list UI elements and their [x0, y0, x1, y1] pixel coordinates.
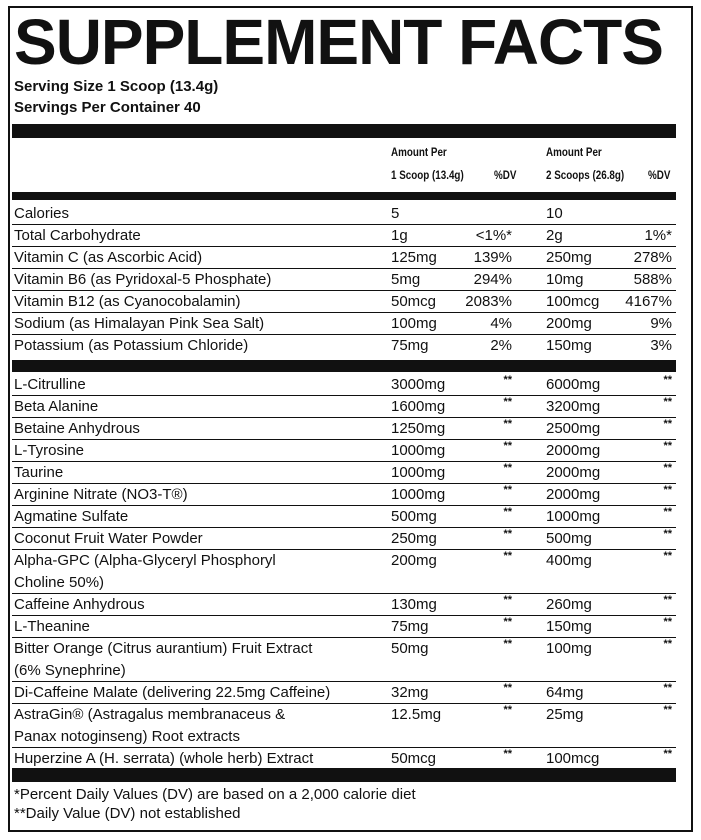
- dv-per-two-scoops: **: [663, 594, 672, 606]
- dv-per-two-scoops: **: [663, 528, 672, 540]
- dv-per-scoop: **: [503, 484, 512, 496]
- amount-per-two-scoops: 10mg: [546, 271, 584, 288]
- ingredient-name: Bitter Orange (Citrus aurantium) Fruit Extract: [14, 640, 313, 657]
- dv-per-two-scoops: 278%: [633, 249, 672, 266]
- dv-per-two-scoops: **: [663, 616, 672, 628]
- amount-per-scoop: 100mg: [391, 315, 437, 332]
- table-row: [12, 616, 676, 638]
- thick-divider-top: [12, 124, 676, 138]
- dv-per-two-scoops: **: [663, 418, 672, 430]
- dv-per-scoop: **: [503, 682, 512, 694]
- amount-per-scoop: 5: [391, 205, 400, 222]
- table-row: [12, 203, 676, 225]
- dv-per-scoop: **: [503, 506, 512, 518]
- panel-title: SUPPLEMENT FACTS: [14, 6, 663, 78]
- amount-per-scoop: 250mg: [391, 530, 437, 547]
- amount-per-two-scoops: 2500mg: [546, 420, 601, 437]
- amount-per-two-scoops: 2g: [546, 227, 563, 244]
- dv-per-two-scoops: **: [663, 462, 672, 474]
- ingredient-name: Potassium (as Potassium Chloride): [14, 337, 249, 354]
- ingredient-name: Agmatine Sulfate: [14, 508, 129, 525]
- amount-per-two-scoops: 500mg: [546, 530, 592, 547]
- dv-per-two-scoops: **: [663, 704, 672, 716]
- amount-per-scoop: 130mg: [391, 596, 437, 613]
- dv-per-scoop: 139%: [473, 249, 512, 266]
- ingredient-name: Caffeine Anhydrous: [14, 596, 145, 613]
- dv-per-scoop: 4%: [490, 315, 512, 332]
- ingredient-name-continued: Choline 50%): [14, 574, 105, 591]
- amount-per-two-scoops: 2000mg: [546, 486, 601, 503]
- amount-per-scoop: 1250mg: [391, 420, 446, 437]
- table-row: [12, 440, 676, 462]
- amount-per-two-scoops: 260mg: [546, 596, 592, 613]
- thick-divider-header: [12, 192, 676, 200]
- dv-per-two-scoops: **: [663, 506, 672, 518]
- table-row: [12, 396, 676, 418]
- amount-per-scoop: 5mg: [391, 271, 421, 288]
- amount-per-scoop: 3000mg: [391, 376, 446, 393]
- amount-per-two-scoops: 150mg: [546, 618, 592, 635]
- table-row: [12, 484, 676, 506]
- table-row: [12, 528, 676, 550]
- amount-per-scoop: 12.5mg: [391, 706, 442, 723]
- dv-per-two-scoops: **: [663, 682, 672, 694]
- ingredient-name: Coconut Fruit Water Powder: [14, 530, 203, 547]
- serving-size: Serving Size 1 Scoop (13.4g): [14, 78, 219, 95]
- amount-per-scoop: 1g: [391, 227, 408, 244]
- table-row: [12, 506, 676, 528]
- amount-per-two-scoops: 200mg: [546, 315, 592, 332]
- dv-per-scoop: **: [503, 396, 512, 408]
- amount-per-two-scoops: 25mg: [546, 706, 584, 723]
- ingredient-name-continued: Panax notoginseng) Root extracts: [14, 728, 240, 745]
- table-row: [12, 313, 676, 335]
- table-row: [12, 550, 676, 594]
- amount-per-two-scoops: 250mg: [546, 249, 592, 266]
- col1-dv-header: %DV: [494, 168, 517, 182]
- ingredient-name: L-Tyrosine: [14, 442, 85, 459]
- ingredient-name: Huperzine A (H. serrata) (whole herb) Extract: [14, 750, 314, 767]
- ingredient-name-continued: (6% Synephrine): [14, 662, 126, 679]
- amount-per-two-scoops: 100mg: [546, 640, 592, 657]
- ingredient-name: Arginine Nitrate (NO3-T®): [14, 486, 188, 503]
- col1-amount-header: Amount Per 1 Scoop (13.4g): [391, 145, 464, 182]
- amount-per-two-scoops: 100mcg: [546, 293, 600, 310]
- dv-per-scoop: **: [503, 550, 512, 562]
- table-row: [12, 638, 676, 682]
- amount-per-two-scoops: 150mg: [546, 337, 592, 354]
- amount-per-scoop: 500mg: [391, 508, 437, 525]
- amount-per-scoop: 200mg: [391, 552, 437, 569]
- amount-per-scoop: 75mg: [391, 337, 429, 354]
- table-row: [12, 748, 676, 770]
- thick-divider-middle: [12, 360, 676, 372]
- dv-per-scoop: **: [503, 638, 512, 650]
- amount-per-scoop: 50mcg: [391, 293, 437, 310]
- amount-per-two-scoops: 2000mg: [546, 464, 601, 481]
- amount-per-scoop: 1000mg: [391, 464, 446, 481]
- amount-per-scoop: 1600mg: [391, 398, 446, 415]
- amount-per-scoop: 32mg: [391, 684, 429, 701]
- ingredient-name: Vitamin B6 (as Pyridoxal-5 Phosphate): [14, 271, 272, 288]
- dv-per-two-scoops: 9%: [650, 315, 672, 332]
- dv-per-two-scoops: **: [663, 440, 672, 452]
- ingredient-name: Taurine: [14, 464, 64, 481]
- amount-per-two-scoops: 400mg: [546, 552, 592, 569]
- amount-per-scoop: 50mcg: [391, 750, 437, 767]
- dv-per-two-scoops: **: [663, 550, 672, 562]
- amount-per-scoop: 50mg: [391, 640, 429, 657]
- amount-per-scoop: 1000mg: [391, 486, 446, 503]
- dv-per-scoop: **: [503, 462, 512, 474]
- dv-per-two-scoops: **: [663, 396, 672, 408]
- dv-per-scoop: **: [503, 616, 512, 628]
- ingredient-name: AstraGin® (Astragalus membranaceus &: [14, 706, 286, 723]
- dv-per-scoop: 2%: [490, 337, 512, 354]
- dv-per-scoop: **: [503, 374, 512, 386]
- amount-per-scoop: 75mg: [391, 618, 429, 635]
- table-row: [12, 374, 676, 396]
- table-row: [12, 335, 676, 357]
- ingredient-name: Total Carbohydrate: [14, 227, 141, 244]
- ingredient-name: Beta Alanine: [14, 398, 99, 415]
- ingredient-name: L-Theanine: [14, 618, 90, 635]
- dv-per-two-scoops: **: [663, 638, 672, 650]
- dv-per-scoop: 2083%: [465, 293, 512, 310]
- table-row: [12, 225, 676, 247]
- dv-per-scoop: **: [503, 418, 512, 430]
- dv-per-two-scoops: **: [663, 484, 672, 496]
- amount-per-two-scoops: 1000mg: [546, 508, 601, 525]
- dv-per-scoop: **: [503, 594, 512, 606]
- dv-per-scoop: <1%*: [475, 227, 512, 244]
- ingredient-name: Sodium (as Himalayan Pink Sea Salt): [14, 315, 265, 332]
- table-row: [12, 594, 676, 616]
- dv-per-scoop: **: [503, 440, 512, 452]
- table-row: [12, 704, 676, 748]
- dv-per-scoop: **: [503, 748, 512, 760]
- ingredient-name: Calories: [14, 205, 70, 222]
- table-row: [12, 462, 676, 484]
- col2-amount-header: Amount Per 2 Scoops (26.8g): [546, 145, 625, 182]
- amount-per-two-scoops: 6000mg: [546, 376, 601, 393]
- amount-per-two-scoops: 10: [546, 205, 563, 222]
- amount-per-two-scoops: 3200mg: [546, 398, 601, 415]
- table-row: [12, 269, 676, 291]
- table-row: [12, 247, 676, 269]
- dv-per-scoop: 294%: [473, 271, 512, 288]
- table-row: [12, 291, 676, 313]
- dv-per-two-scoops: **: [663, 374, 672, 386]
- amount-per-scoop: 125mg: [391, 249, 437, 266]
- thick-divider-bottom: [12, 768, 676, 782]
- amount-per-two-scoops: 64mg: [546, 684, 584, 701]
- ingredient-name: Alpha-GPC (Alpha-Glyceryl Phosphoryl: [14, 552, 276, 569]
- amount-per-two-scoops: 100mcg: [546, 750, 600, 767]
- dv-per-two-scoops: 1%*: [644, 227, 672, 244]
- ingredient-name: Di-Caffeine Malate (delivering 22.5mg Caffeine): [14, 684, 331, 701]
- table-row: [12, 418, 676, 440]
- dv-per-two-scoops: 588%: [633, 271, 672, 288]
- dv-per-two-scoops: **: [663, 748, 672, 760]
- footnote-not-established: **Daily Value (DV) not established: [14, 805, 241, 822]
- col2-dv-header: %DV: [648, 168, 671, 182]
- table-row: [12, 682, 676, 704]
- footnote-dv: *Percent Daily Values (DV) are based on a 2,000 calorie diet: [14, 786, 416, 803]
- dv-per-scoop: **: [503, 528, 512, 540]
- amount-per-two-scoops: 2000mg: [546, 442, 601, 459]
- dv-per-two-scoops: 4167%: [625, 293, 672, 310]
- ingredient-name: Betaine Anhydrous: [14, 420, 140, 437]
- dv-per-two-scoops: 3%: [650, 337, 672, 354]
- servings-per-container: Servings Per Container 40: [14, 99, 201, 116]
- dv-per-scoop: **: [503, 704, 512, 716]
- ingredient-name: Vitamin B12 (as Cyanocobalamin): [14, 293, 241, 310]
- ingredient-name: Vitamin C (as Ascorbic Acid): [14, 249, 203, 266]
- ingredient-name: L-Citrulline: [14, 376, 86, 393]
- amount-per-scoop: 1000mg: [391, 442, 446, 459]
